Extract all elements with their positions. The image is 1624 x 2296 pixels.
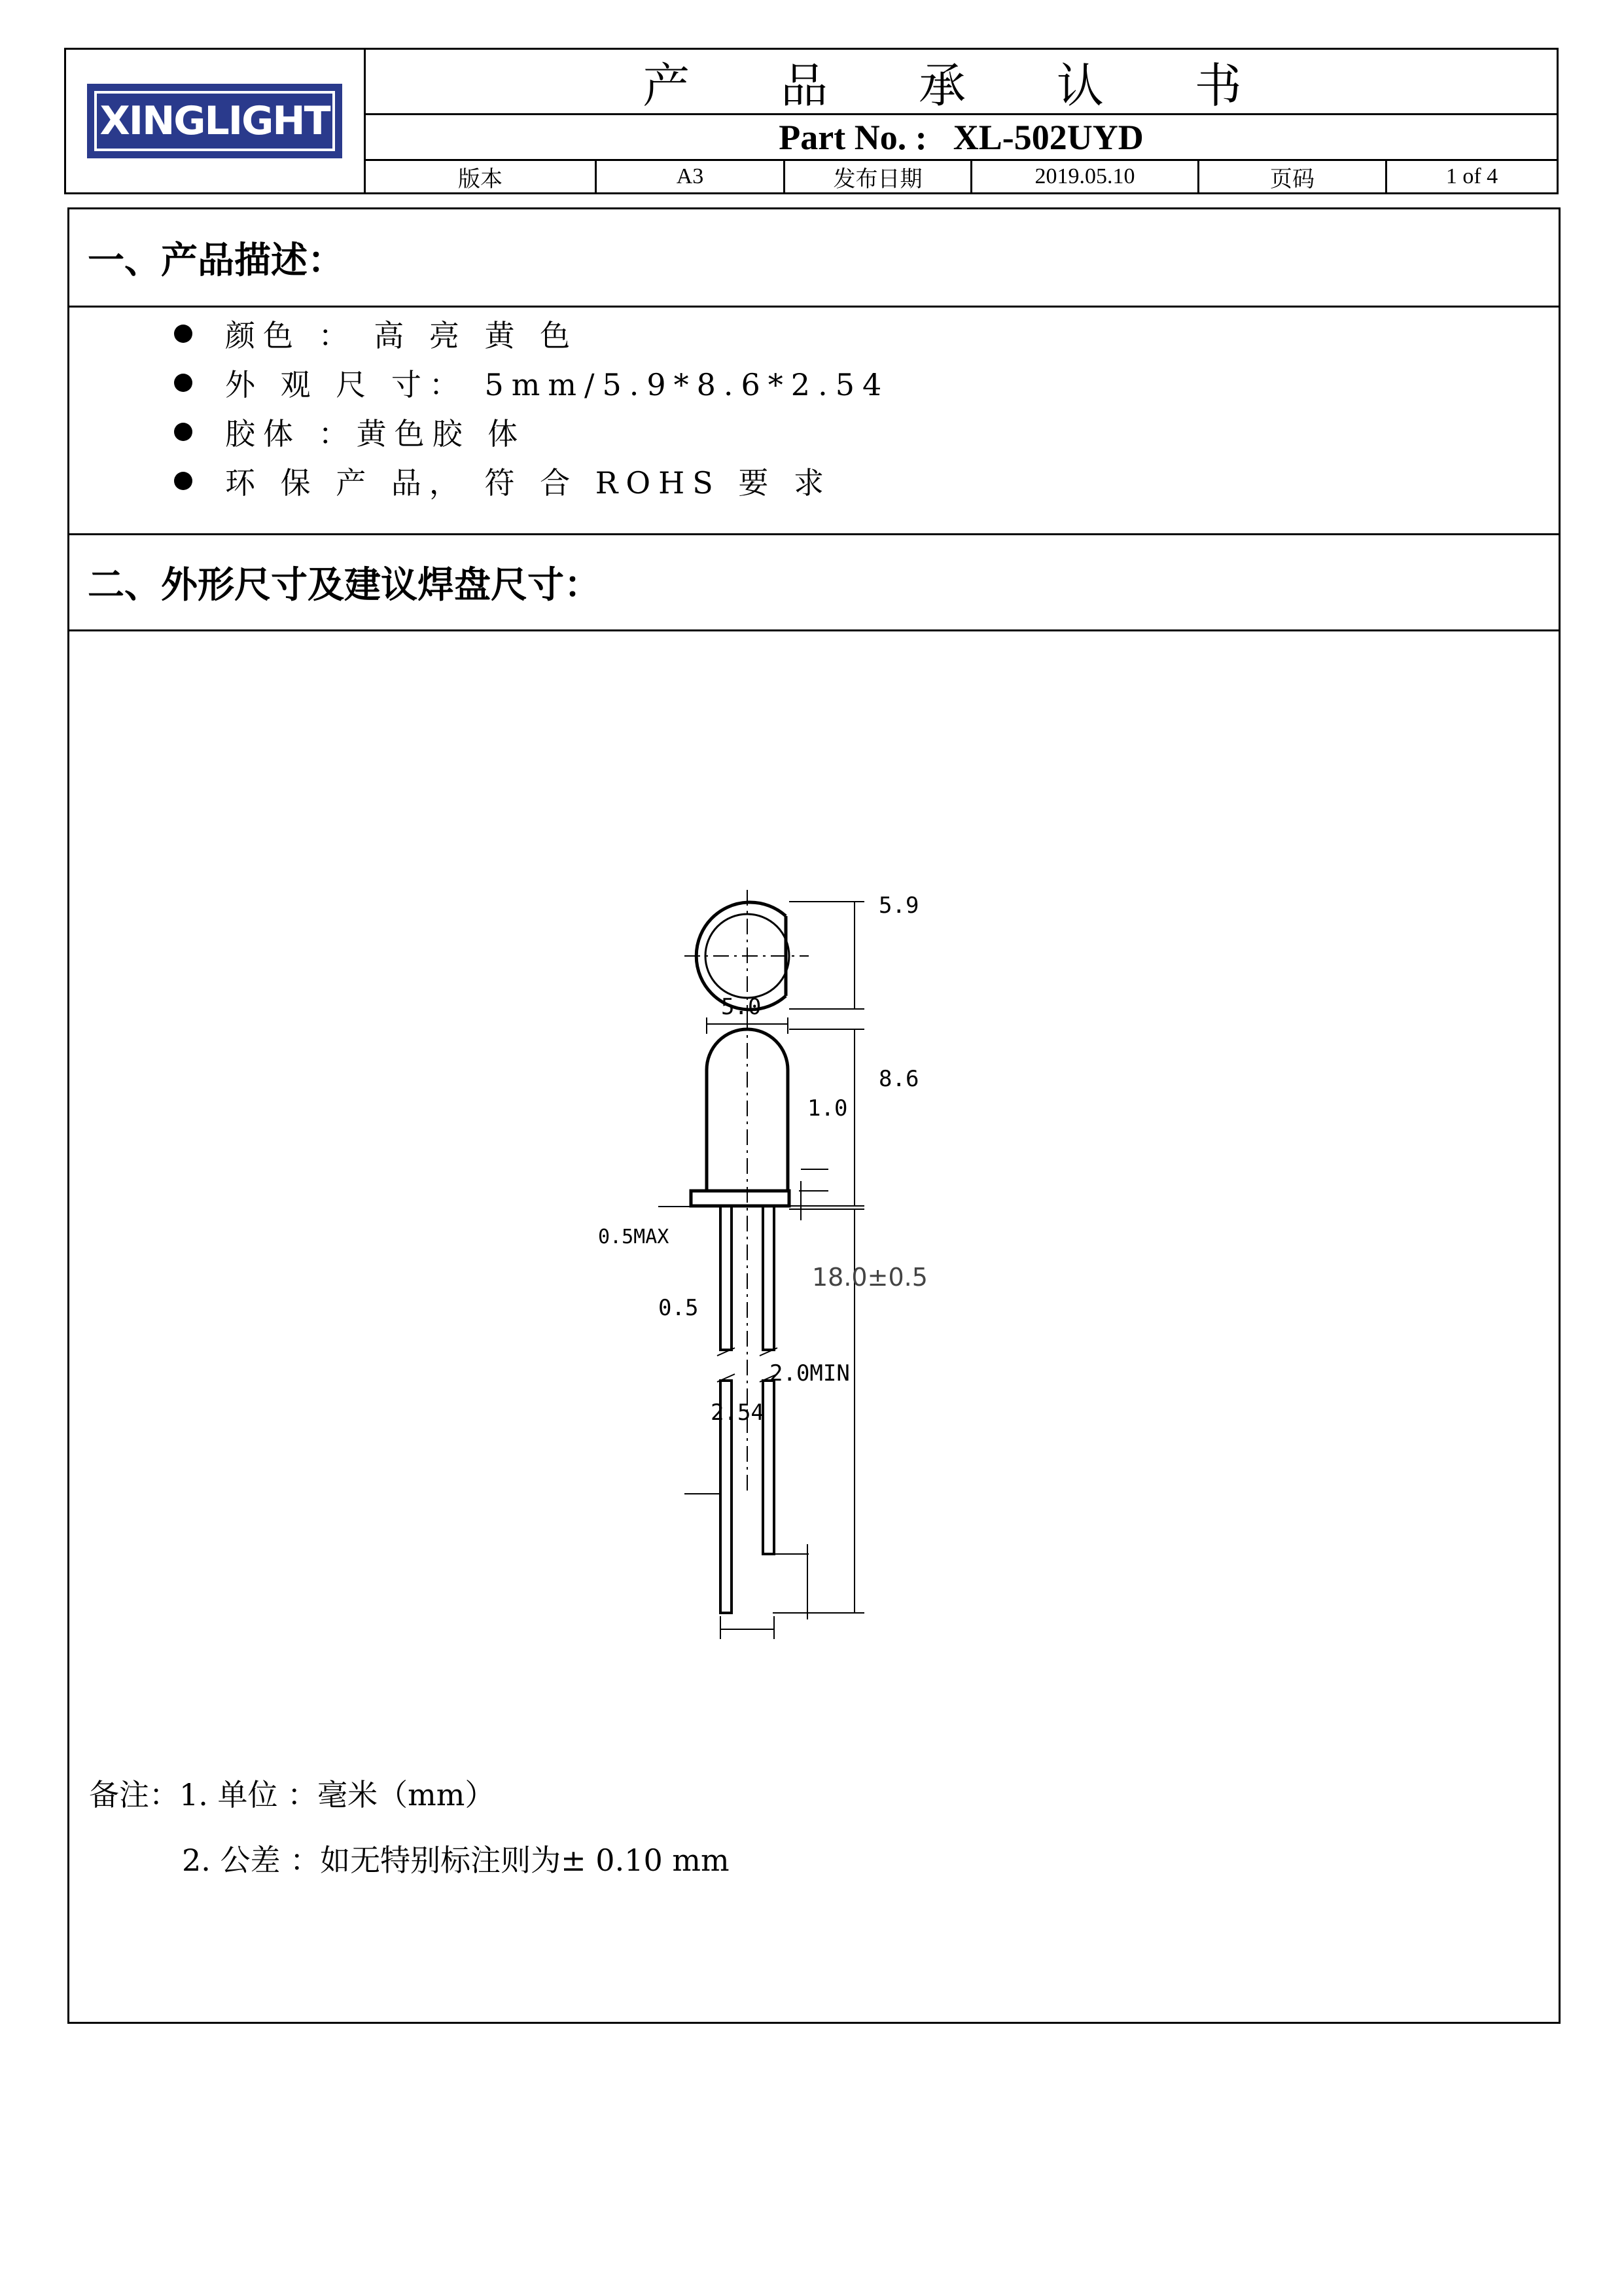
company-logo [87, 84, 342, 158]
date-value: 2019.05.10 [972, 161, 1199, 192]
dim-label-top-height: 5.9 [879, 892, 919, 919]
dim-label-body-height: 8.6 [879, 1066, 919, 1092]
logo-text: XINGLIGHT [99, 98, 330, 144]
section2-title: 二、外形尺寸及建议焊盘尺寸： [69, 533, 1559, 631]
note-unit: 备注：1. 单位 ：毫米（mm） [89, 1777, 495, 1812]
list-item-text: 胶体 ：黄色胶 体 [225, 415, 526, 451]
list-item-text: 颜色 ： 高 亮 黄 色 [225, 317, 578, 353]
part-number: XL-502UYD [953, 117, 1144, 157]
document-header [64, 48, 1559, 194]
page-label: 页码 [1199, 161, 1387, 192]
date-label: 发布日期 [785, 161, 972, 192]
list-item-text: 环 保 产 品， 符 合 ROHS 要 求 [225, 465, 832, 501]
logo-cell [66, 50, 366, 192]
led-dimension-drawing [69, 209, 1559, 2022]
dim-label-flange-max: 0.5MAX [598, 1226, 669, 1248]
info-row [366, 161, 1557, 192]
dim-label-lead-width: 0.5 [658, 1295, 699, 1321]
version-value: A3 [597, 161, 785, 192]
part-label: Part No. : [779, 117, 927, 157]
notes [89, 1760, 730, 1891]
part-number-row [366, 115, 1557, 161]
page-value: 1 of 4 [1445, 164, 1498, 188]
dim-label-pitch: 2.54 [711, 1400, 764, 1426]
document-title: 产 品 承 认 书 [366, 50, 1557, 115]
dim-label-lead-length: 18.0±0.5 [812, 1263, 928, 1292]
list-item-text: 外 观 尺 寸： 5mm/5.9*8.6*2.54 [225, 366, 890, 402]
section1-title: 一、产品描述： [69, 209, 1559, 308]
dim-label-width: 5.0 [721, 994, 762, 1020]
dim-label-lead-min: 2.0MIN [769, 1360, 850, 1386]
content-frame [67, 207, 1561, 2024]
version-label: 版本 [366, 161, 597, 192]
note-tolerance: 2. 公差 ：如无特别标注则为± 0.10 mm [182, 1843, 730, 1878]
dim-label-flange: 1.0 [807, 1095, 848, 1122]
